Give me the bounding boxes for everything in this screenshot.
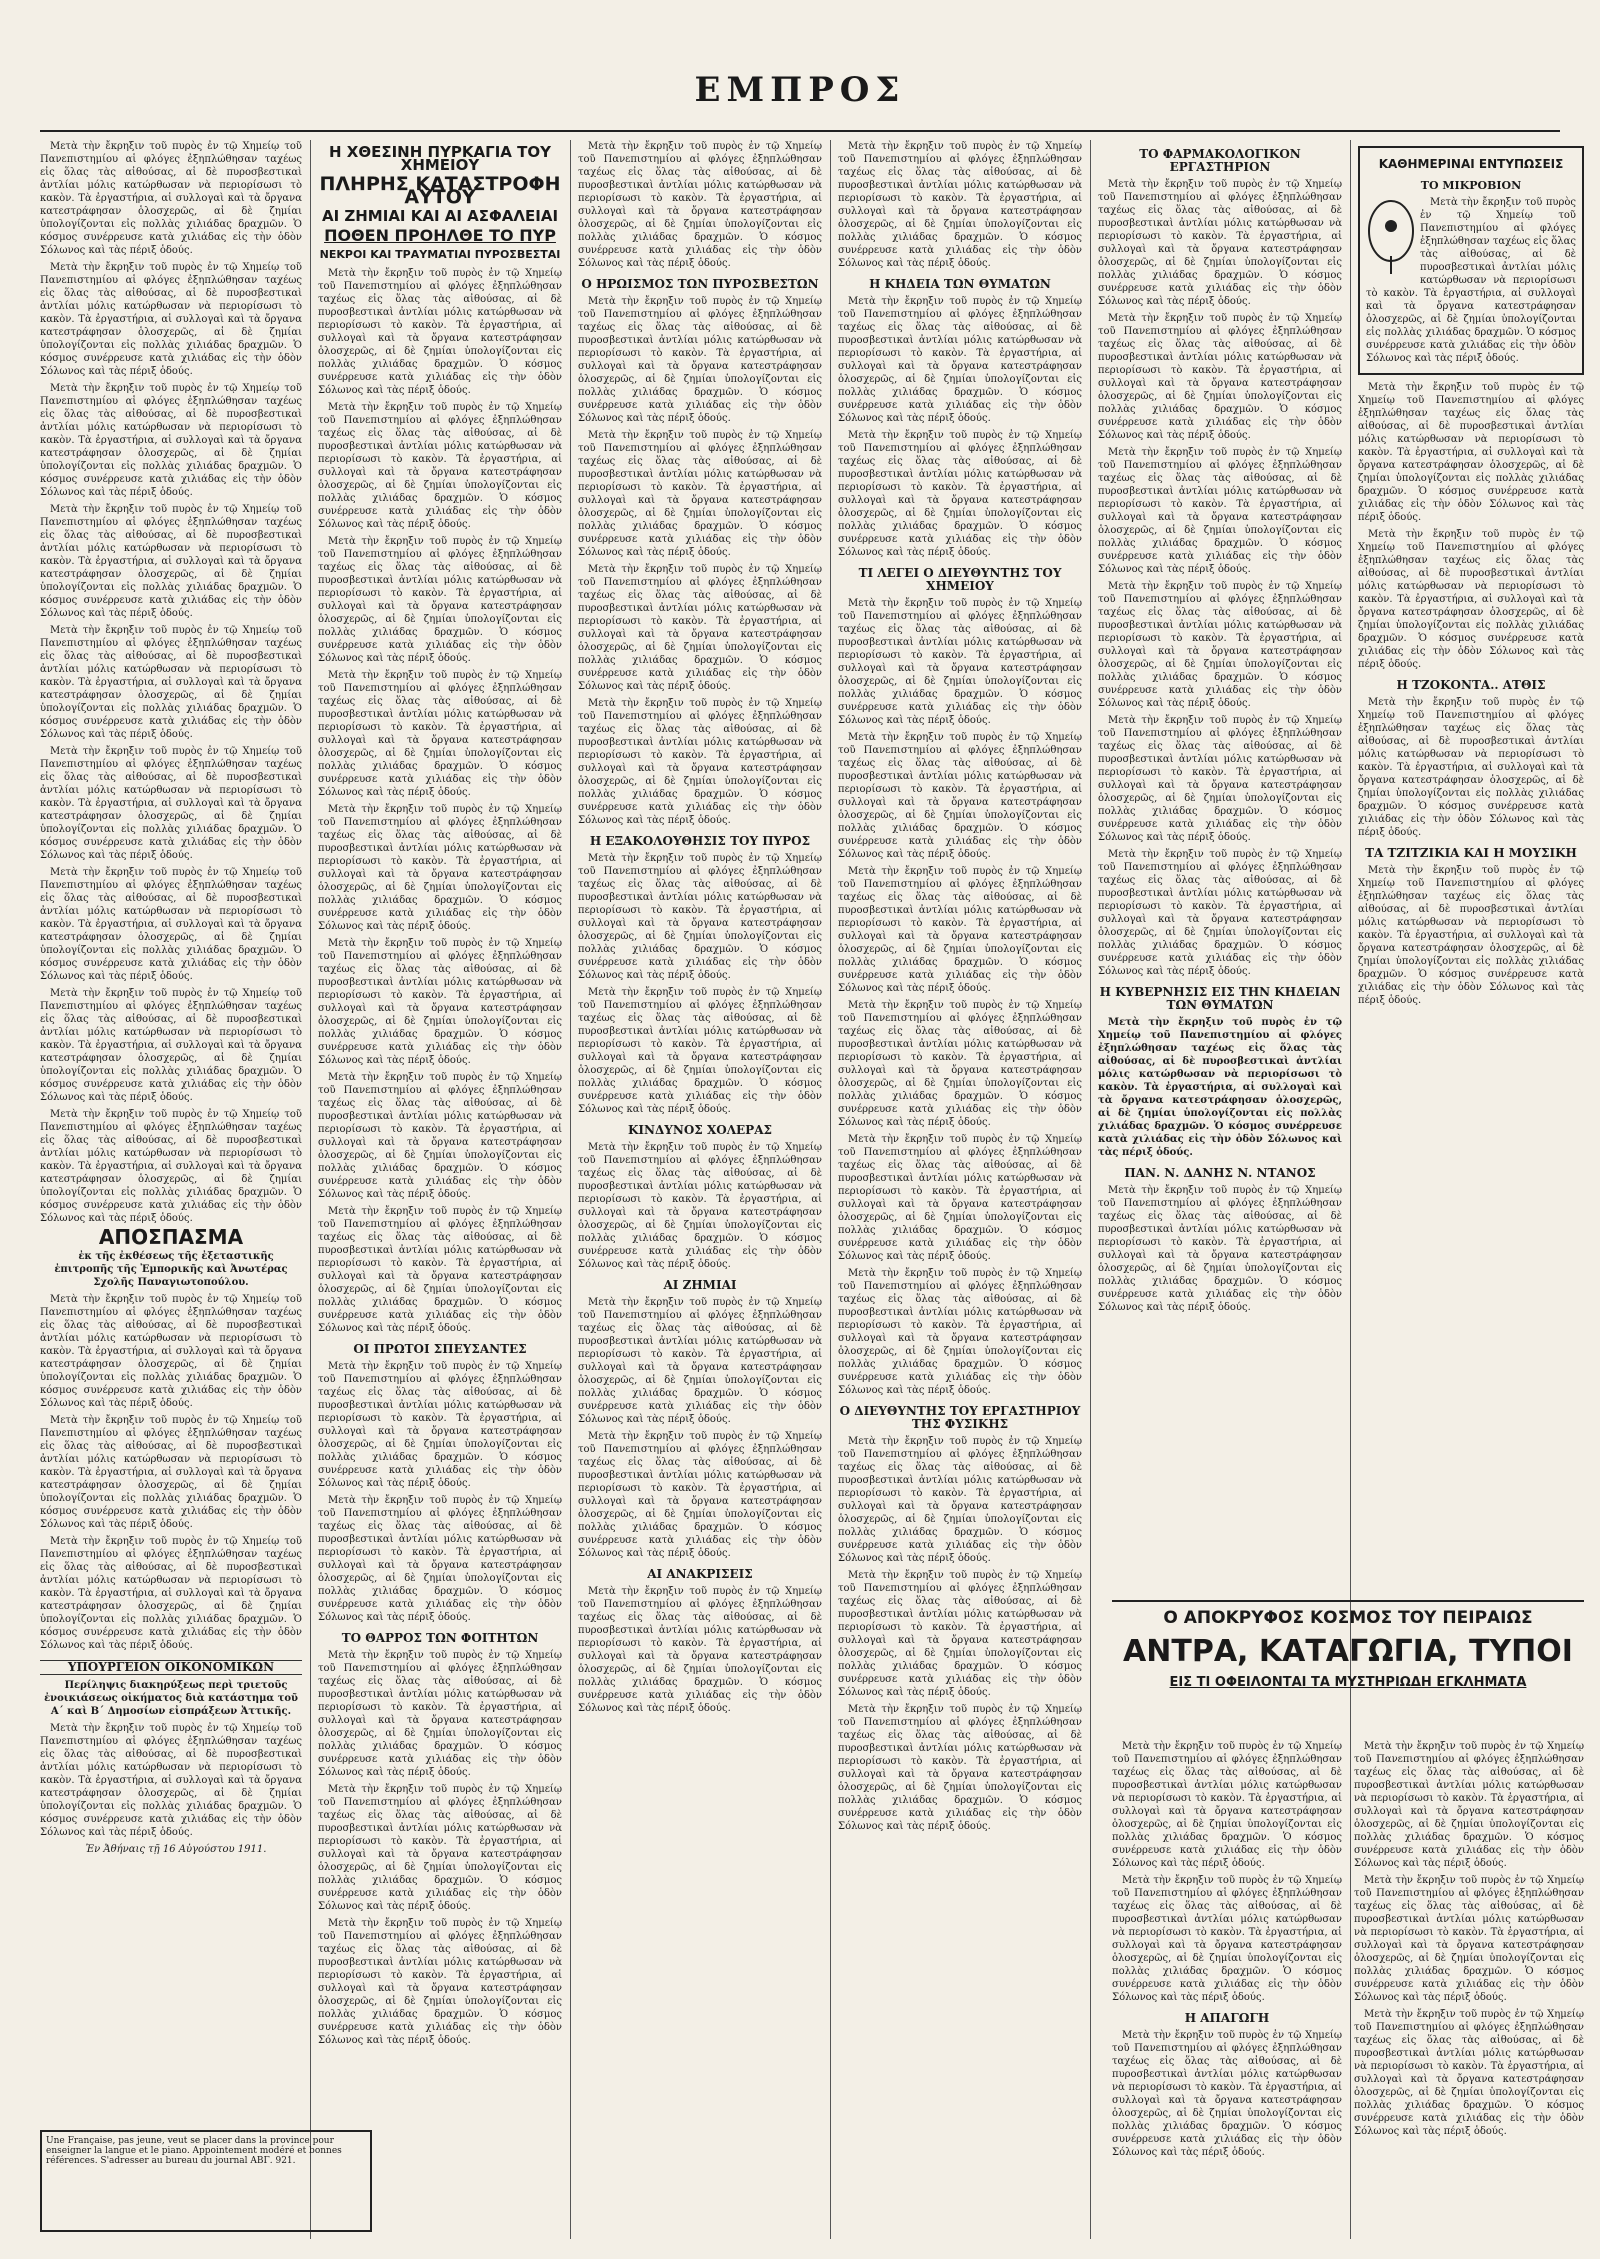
body-paragraph: Μετὰ τὴν ἔκρηξιν τοῦ πυρὸς ἐν τῷ Χημείῳ τοῦ Πανεπιστημίου αἱ φλόγες ἐξηπλώθησαν ταχέως εἰς ὅλας τὰς αἰθούσας, αἱ δὲ πυροσβεστικαὶ ἀντλίαι μόλις κατώρθωσαν νὰ περιορίσωσι τὸ κακὸν. Τὰ ἐργαστήρια, αἱ συλλογαὶ καὶ τὰ ὄργανα κατεστράφησαν ὁλοσχερῶς, αἱ δὲ ζημίαι ὑπολογίζονται εἰς πολλὰς χιλιάδας δραχμῶν. Ὁ κόσμος συνέρρευσε κατὰ χιλιάδας εἰς τὴν ὁδὸν Σόλωνος καὶ τὰς πέριξ ὁδούς. <box>1112 2030 1342 2158</box>
section-heading: Ο ΔΙΕΥΘΥΝΤΗΣ ΤΟΥ ΕΡΓΑΣΤΗΡΙΟΥ ΤΗΣ ΦΥΣΙΚΗΣ <box>839 1404 1081 1431</box>
body-paragraph: Μετὰ τὴν ἔκρηξιν τοῦ πυρὸς ἐν τῷ Χημείῳ τοῦ Πανεπιστημίου αἱ φλόγες ἐξηπλώθησαν ταχέως εἰς ὅλας τὰς αἰθούσας, αἱ δὲ πυροσβεστικαὶ ἀντλίαι μόλις κατώρθωσαν νὰ περιορίσωσι τὸ κακὸν. Τὰ ἐργαστήρια, αἱ συλλογαὶ καὶ τὰ ὄργανα κατεστράφησαν ὁλοσχερῶς, αἱ δὲ ζημίαι ὑπολογίζονται εἰς πολλὰς χιλιάδας δραχμῶν. Ὁ κόσμος συνέρρευσε κατὰ χιλιάδας εἰς τὴν ὁδὸν Σόλωνος καὶ τὰς πέριξ ὁδούς. <box>40 1536 302 1651</box>
body-paragraph: Μετὰ τὴν ἔκρηξιν τοῦ πυρὸς ἐν τῷ Χημείῳ τοῦ Πανεπιστημίου αἱ φλόγες ἐξηπλώθησαν ταχέως εἰς ὅλας τὰς αἰθούσας, αἱ δὲ πυροσβεστικαὶ ἀντλίαι μόλις κατώρθωσαν νὰ περιορίσωσι τὸ κακὸν. Τὰ ἐργαστήρια, αἱ συλλογαὶ καὶ τὰ ὄργανα κατεστράφησαν ὁλοσχερῶς, αἱ δὲ ζημίαι ὑπολογίζονται εἰς πολλὰς χιλιάδας δραχμῶν. Ὁ κόσμος συνέρρευσε κατὰ χιλιάδας εἰς τὴν ὁδὸν Σόλωνος καὶ τὰς πέριξ ὁδούς. <box>838 598 1082 726</box>
body-paragraph: Μετὰ τὴν ἔκρηξιν τοῦ πυρὸς ἐν τῷ Χημείῳ τοῦ Πανεπιστημίου αἱ φλόγες ἐξηπλώθησαν ταχέως εἰς ὅλας τὰς αἰθούσας, αἱ δὲ πυροσβεστικαὶ ἀντλίαι μόλις κατώρθωσαν νὰ περιορίσωσι τὸ κακὸν. Τὰ ἐργαστήρια, αἱ συλλογαὶ καὶ τὰ ὄργανα κατεστράφησαν ὁλοσχερῶς, αἱ δὲ ζημίαι ὑπολογίζονται εἰς πολλὰς χιλιάδας δραχμῶν. Ὁ κόσμος συνέρρευσε κατὰ χιλιάδας εἰς τὴν ὁδὸν Σόλωνος καὶ τὰς πέριξ ὁδούς. <box>40 867 302 982</box>
section-heading: Ο ΗΡΩΙΣΜΟΣ ΤΩΝ ΠΥΡΟΣΒΕΣΤΩΝ <box>581 277 819 291</box>
body-paragraph: Μετὰ τὴν ἔκρηξιν τοῦ πυρὸς ἐν τῷ Χημείῳ τοῦ Πανεπιστημίου αἱ φλόγες ἐξηπλώθησαν ταχέως εἰς ὅλας τὰς αἰθούσας, αἱ δὲ πυροσβεστικαὶ ἀντλίαι μόλις κατώρθωσαν νὰ περιορίσωσι τὸ κακὸν. Τὰ ἐργαστήρια, αἱ συλλογαὶ καὶ τὰ ὄργανα κατεστράφησαν ὁλοσχερῶς, αἱ δὲ ζημίαι ὑπολογίζονται εἰς πολλὰς χιλιάδας δραχμῶν. Ὁ κόσμος συνέρρευσε κατὰ χιλιάδας εἰς τὴν ὁδὸν Σόλωνος καὶ τὰς πέριξ ὁδούς. <box>838 1436 1082 1564</box>
masthead-rule <box>40 130 1560 132</box>
body-paragraph: Μετὰ τὴν ἔκρηξιν τοῦ πυρὸς ἐν τῷ Χημείῳ τοῦ Πανεπιστημίου αἱ φλόγες ἐξηπλώθησαν ταχέως εἰς ὅλας τὰς αἰθούσας, αἱ δὲ πυροσβεστικαὶ ἀντλίαι μόλις κατώρθωσαν νὰ περιορίσωσι τὸ κακὸν. Τὰ ἐργαστήρια, αἱ συλλογαὶ καὶ τὰ ὄργανα κατεστράφησαν ὁλοσχερῶς, αἱ δὲ ζημίαι ὑπολογίζονται εἰς πολλὰς χιλιάδας δραχμῶν. Ὁ κόσμος συνέρρευσε κατὰ χιλιάδας εἰς τὴν ὁδὸν Σόλωνος καὶ τὰς πέριξ ὁδούς. <box>40 262 302 377</box>
section-heading: ΠΑΝ. Ν. ΔΑΝΗΣ Ν. ΝΤΑΝΟΣ <box>1124 1166 1316 1180</box>
body-paragraph: Μετὰ τὴν ἔκρηξιν τοῦ πυρὸς ἐν τῷ Χημείῳ τοῦ Πανεπιστημίου αἱ φλόγες ἐξηπλώθησαν ταχέως εἰς ὅλας τὰς αἰθούσας, αἱ δὲ πυροσβεστικαὶ ἀντλίαι μόλις κατώρθωσαν νὰ περιορίσωσι τὸ κακὸν. Τὰ ἐργαστήρια, αἱ συλλογαὶ καὶ τὰ ὄργανα κατεστράφησαν ὁλοσχερῶς, αἱ δὲ ζημίαι ὑπολογίζονται εἰς πολλὰς χιλιάδας δραχμῶν. Ὁ κόσμος συνέρρευσε κατὰ χιλιάδας εἰς τὴν ὁδὸν Σόλωνος καὶ τὰς πέριξ ὁδούς. <box>838 296 1082 424</box>
body-paragraph: Μετὰ τὴν ἔκρηξιν τοῦ πυρὸς ἐν τῷ Χημείῳ τοῦ Πανεπιστημίου αἱ φλόγες ἐξηπλώθησαν ταχέως εἰς ὅλας τὰς αἰθούσας, αἱ δὲ πυροσβεστικαὶ ἀντλίαι μόλις κατώρθωσαν νὰ περιορίσωσι τὸ κακὸν. Τὰ ἐργαστήρια, αἱ συλλογαὶ καὶ τὰ ὄργανα κατεστράφησαν ὁλοσχερῶς, αἱ δὲ ζημίαι ὑπολογίζονται εἰς πολλὰς χιλιάδας δραχμῶν. Ὁ κόσμος συνέρρευσε κατὰ χιλιάδας εἰς τὴν ὁδὸν Σόλωνος καὶ τὰς πέριξ ὁδούς. <box>578 987 822 1115</box>
section-heading: ΤΙ ΛΕΓΕΙ Ο ΔΙΕΥΘΥΝΤΗΣ ΤΟΥ ΧΗΜΕΙΟΥ <box>858 566 1062 593</box>
banner-column-right <box>1354 1740 1584 2249</box>
banner-line-1: Ο ΑΠΟΚΡΥΦΟΣ ΚΟΣΜΟΣ ΤΟΥ ΠΕΙΡΑΙΩΣ <box>1112 1600 1584 1628</box>
body-paragraph: Μετὰ τὴν ἔκρηξιν τοῦ πυρὸς ἐν τῷ Χημείῳ τοῦ Πανεπιστημίου αἱ φλόγες ἐξηπλώθησαν ταχέως εἰς ὅλας τὰς αἰθούσας, αἱ δὲ πυροσβεστικαὶ ἀντλίαι μόλις κατώρθωσαν νὰ περιορίσωσι τὸ κακὸν. Τὰ ἐργαστήρια, αἱ συλλογαὶ καὶ τὰ ὄργανα κατεστράφησαν ὁλοσχερῶς, αἱ δὲ ζημίαι ὑπολογίζονται εἰς πολλὰς χιλιάδας δραχμῶν. Ὁ κόσμος συνέρρευσε κατὰ χιλιάδας εἰς τὴν ὁδὸν Σόλωνος καὶ τὰς πέριξ ὁδούς. <box>838 1268 1082 1396</box>
body-paragraph: Μετὰ τὴν ἔκρηξιν τοῦ πυρὸς ἐν τῷ Χημείῳ τοῦ Πανεπιστημίου αἱ φλόγες ἐξηπλώθησαν ταχέως εἰς ὅλας τὰς αἰθούσας, αἱ δὲ πυροσβεστικαὶ ἀντλίαι μόλις κατώρθωσαν νὰ περιορίσωσι τὸ κακὸν. Τὰ ἐργαστήρια, αἱ συλλογαὶ καὶ τὰ ὄργανα κατεστράφησαν ὁλοσχερῶς, αἱ δὲ ζημίαι ὑπολογίζονται εἰς πολλὰς χιλιάδας δραχμῶν. Ὁ κόσμος συνέρρευσε κατὰ χιλιάδας εἰς τὴν ὁδὸν Σόλωνος καὶ τὰς πέριξ ὁδούς. <box>578 1142 822 1270</box>
peacock-illustration-icon <box>1366 196 1416 276</box>
body-paragraph: Μετὰ τὴν ἔκρηξιν τοῦ πυρὸς ἐν τῷ Χημείῳ τοῦ Πανεπιστημίου αἱ φλόγες ἐξηπλώθησαν ταχέως εἰς ὅλας τὰς αἰθούσας, αἱ δὲ πυροσβεστικαὶ ἀντλίαι μόλις κατώρθωσαν νὰ περιορίσωσι τὸ κακὸν. Τὰ ἐργαστήρια, αἱ συλλογαὶ καὶ τὰ ὄργανα κατεστράφησαν ὁλοσχερῶς, αἱ δὲ ζημίαι ὑπολογίζονται εἰς πολλὰς χιλιάδας δραχμῶν. Ὁ κόσμος συνέρρευσε κατὰ χιλιάδας εἰς τὴν ὁδὸν Σόλωνος καὶ τὰς πέριξ ὁδούς. <box>318 1495 562 1623</box>
body-paragraph: Μετὰ τὴν ἔκρηξιν τοῦ πυρὸς ἐν τῷ Χημείῳ τοῦ Πανεπιστημίου αἱ φλόγες ἐξηπλώθησαν ταχέως εἰς ὅλας τὰς αἰθούσας, αἱ δὲ πυροσβεστικαὶ ἀντλίαι μόλις κατώρθωσαν νὰ περιορίσωσι τὸ κακὸν. Τὰ ἐργαστήρια, αἱ συλλογαὶ καὶ τὰ ὄργανα κατεστράφησαν ὁλοσχερῶς, αἱ δὲ ζημίαι ὑπολογίζονται εἰς πολλὰς χιλιάδας δραχμῶν. Ὁ κόσμος συνέρρευσε κατὰ χιλιάδας εἰς τὴν ὁδὸν Σόλωνος καὶ τὰς πέριξ ὁδούς. <box>578 1297 822 1425</box>
body-paragraph: Μετὰ τὴν ἔκρηξιν τοῦ πυρὸς ἐν τῷ Χημείῳ τοῦ Πανεπιστημίου αἱ φλόγες ἐξηπλώθησαν ταχέως εἰς ὅλας τὰς αἰθούσας, αἱ δὲ πυροσβεστικαὶ ἀντλίαι μόλις κατώρθωσαν νὰ περιορίσωσι τὸ κακὸν. Τὰ ἐργαστήρια, αἱ συλλογαὶ καὶ τὰ ὄργανα κατεστράφησαν ὁλοσχερῶς, αἱ δὲ ζημίαι ὑπολογίζονται εἰς πολλὰς χιλιάδας δραχμῶν. Ὁ κόσμος συνέρρευσε κατὰ χιλιάδας εἰς τὴν ὁδὸν Σόλωνος καὶ τὰς πέριξ ὁδούς. <box>578 296 822 424</box>
body-paragraph: Μετὰ τὴν ἔκρηξιν τοῦ πυρὸς ἐν τῷ Χημείῳ τοῦ Πανεπιστημίου αἱ φλόγες ἐξηπλώθησαν ταχέως εἰς ὅλας τὰς αἰθούσας, αἱ δὲ πυροσβεστικαὶ ἀντλίαι μόλις κατώρθωσαν νὰ περιορίσωσι τὸ κακὸν. Τὰ ἐργαστήρια, αἱ συλλογαὶ καὶ τὰ ὄργανα κατεστράφησαν ὁλοσχερῶς, αἱ δὲ ζημίαι ὑπολογίζονται εἰς πολλὰς χιλιάδας δραχμῶν. Ὁ κόσμος συνέρρευσε κατὰ χιλιάδας εἰς τὴν ὁδὸν Σόλωνος καὶ τὰς πέριξ ὁδούς. <box>40 1415 302 1530</box>
headline-destruction: ΠΛΗΡΗΣ ΚΑΤΑΣΤΡΟΦΗ ΑΥΤΟΥ <box>319 173 561 208</box>
body-paragraph: Μετὰ τὴν ἔκρηξιν τοῦ πυρὸς ἐν τῷ Χημείῳ τοῦ Πανεπιστημίου αἱ φλόγες ἐξηπλώθησαν ταχέως εἰς ὅλας τὰς αἰθούσας, αἱ δὲ πυροσβεστικαὶ ἀντλίαι μόλις κατώρθωσαν νὰ περιορίσωσι τὸ κακὸν. Τὰ ἐργαστήρια, αἱ συλλογαὶ καὶ τὰ ὄργανα κατεστράφησαν ὁλοσχερῶς, αἱ δὲ ζημίαι ὑπολογίζονται εἰς πολλὰς χιλιάδας δραχμῶν. Ὁ κόσμος συνέρρευσε κατὰ χιλιάδας εἰς τὴν ὁδὸν Σόλωνος καὶ τὰς πέριξ ὁδούς. <box>1112 1875 1342 2003</box>
body-paragraph: Μετὰ τὴν ἔκρηξιν τοῦ πυρὸς ἐν τῷ Χημείῳ τοῦ Πανεπιστημίου αἱ φλόγες ἐξηπλώθησαν ταχέως εἰς ὅλας τὰς αἰθούσας, αἱ δὲ πυροσβεστικαὶ ἀντλίαι μόλις κατώρθωσαν νὰ περιορίσωσι τὸ κακὸν. Τὰ ἐργαστήρια, αἱ συλλογαὶ καὶ τὰ ὄργανα κατεστράφησαν ὁλοσχερῶς, αἱ δὲ ζημίαι ὑπολογίζονται εἰς πολλὰς χιλιάδας δραχμῶν. Ὁ κόσμος συνέρρευσε κατὰ χιλιάδας εἰς τὴν ὁδὸν Σόλωνος καὶ τὰς πέριξ ὁδούς. <box>1358 529 1584 670</box>
body-paragraph: Μετὰ τὴν ἔκρηξιν τοῦ πυρὸς ἐν τῷ Χημείῳ τοῦ Πανεπιστημίου αἱ φλόγες ἐξηπλώθησαν ταχέως εἰς ὅλας τὰς αἰθούσας, αἱ δὲ πυροσβεστικαὶ ἀντλίαι μόλις κατώρθωσαν νὰ περιορίσωσι τὸ κακὸν. Τὰ ἐργαστήρια, αἱ συλλογαὶ καὶ τὰ ὄργανα κατεστράφησαν ὁλοσχερῶς, αἱ δὲ ζημίαι ὑπολογίζονται εἰς πολλὰς χιλιάδας δραχμῶν. Ὁ κόσμος συνέρρευσε κατὰ χιλιάδας εἰς τὴν ὁδὸν Σόλωνος καὶ τὰς πέριξ ὁδούς. <box>318 1784 562 1912</box>
body-paragraph: Μετὰ τὴν ἔκρηξιν τοῦ πυρὸς ἐν τῷ Χημείῳ τοῦ Πανεπιστημίου αἱ φλόγες ἐξηπλώθησαν ταχέως εἰς ὅλας τὰς αἰθούσας, αἱ δὲ πυροσβεστικαὶ ἀντλίαι μόλις κατώρθωσαν νὰ περιορίσωσι τὸ κακὸν. Τὰ ἐργαστήρια, αἱ συλλογαὶ καὶ τὰ ὄργανα κατεστράφησαν ὁλοσχερῶς, αἱ δὲ ζημίαι ὑπολογίζονται εἰς πολλὰς χιλιάδας δραχμῶν. Ὁ κόσμος συνέρρευσε κατὰ χιλιάδας εἰς τὴν ὁδὸν Σόλωνος καὶ τὰς πέριξ ὁδούς. <box>318 536 562 664</box>
body-paragraph: Μετὰ τὴν ἔκρηξιν τοῦ πυρὸς ἐν τῷ Χημείῳ τοῦ Πανεπιστημίου αἱ φλόγες ἐξηπλώθησαν ταχέως εἰς ὅλας τὰς αἰθούσας, αἱ δὲ πυροσβεστικαὶ ἀντλίαι μόλις κατώρθωσαν νὰ περιορίσωσι τὸ κακὸν. Τὰ ἐργαστήρια, αἱ συλλογαὶ καὶ τὰ ὄργανα κατεστράφησαν ὁλοσχερῶς, αἱ δὲ ζημίαι ὑπολογίζονται εἰς πολλὰς χιλιάδας δραχμῶν. Ὁ κόσμος συνέρρευσε κατὰ χιλιάδας εἰς τὴν ὁδὸν Σόλωνος καὶ τὰς πέριξ ὁδούς. <box>40 141 302 256</box>
body-paragraph: Μετὰ τὴν ἔκρηξιν τοῦ πυρὸς ἐν τῷ Χημείῳ τοῦ Πανεπιστημίου αἱ φλόγες ἐξηπλώθησαν ταχέως εἰς ὅλας τὰς αἰθούσας, αἱ δὲ πυροσβεστικαὶ ἀντλίαι μόλις κατώρθωσαν νὰ περιορίσωσι τὸ κακὸν. Τὰ ἐργαστήρια, αἱ συλλογαὶ καὶ τὰ ὄργανα κατεστράφησαν ὁλοσχερῶς, αἱ δὲ ζημίαι ὑπολογίζονται εἰς πολλὰς χιλιάδας δραχμῶν. Ὁ κόσμος συνέρρευσε κατὰ χιλιάδας εἰς τὴν ὁδὸν Σόλωνος καὶ τὰς πέριξ ὁδούς. <box>1098 313 1342 441</box>
impressions-box <box>1358 146 1584 375</box>
body-paragraph: Μετὰ τὴν ἔκρηξιν τοῦ πυρὸς ἐν τῷ Χημείῳ τοῦ Πανεπιστημίου αἱ φλόγες ἐξηπλώθησαν ταχέως εἰς ὅλας τὰς αἰθούσας, αἱ δὲ πυροσβεστικαὶ ἀντλίαι μόλις κατώρθωσαν νὰ περιορίσωσι τὸ κακὸν. Τὰ ἐργαστήρια, αἱ συλλογαὶ καὶ τὰ ὄργανα κατεστράφησαν ὁλοσχερῶς, αἱ δὲ ζημίαι ὑπολογίζονται εἰς πολλὰς χιλιάδας δραχμῶν. Ὁ κόσμος συνέρρευσε κατὰ χιλιάδας εἰς τὴν ὁδὸν Σόλωνος καὶ τὰς πέριξ ὁδούς. <box>40 383 302 498</box>
body-paragraph: Μετὰ τὴν ἔκρηξιν τοῦ πυρὸς ἐν τῷ Χημείῳ τοῦ Πανεπιστημίου αἱ φλόγες ἐξηπλώθησαν ταχέως εἰς ὅλας τὰς αἰθούσας, αἱ δὲ πυροσβεστικαὶ ἀντλίαι μόλις κατώρθωσαν νὰ περιορίσωσι τὸ κακὸν. Τὰ ἐργαστήρια, αἱ συλλογαὶ καὶ τὰ ὄργανα κατεστράφησαν ὁλοσχερῶς, αἱ δὲ ζημίαι ὑπολογίζονται εἰς πολλὰς χιλιάδας δραχμῶν. Ὁ κόσμος συνέρρευσε κατὰ χιλιάδας εἰς τὴν ὁδὸν Σόλωνος καὶ τὰς πέριξ ὁδούς. <box>318 1650 562 1778</box>
apospasma-title: ΑΠΟΣΠΑΣΜΑ <box>98 1225 244 1249</box>
body-paragraph: Μετὰ τὴν ἔκρηξιν τοῦ πυρὸς ἐν τῷ Χημείῳ τοῦ Πανεπιστημίου αἱ φλόγες ἐξηπλώθησαν ταχέως εἰς ὅλας τὰς αἰθούσας, αἱ δὲ πυροσβεστικαὶ ἀντλίαι μόλις κατώρθωσαν νὰ περιορίσωσι τὸ κακὸν. Τὰ ἐργαστήρια, αἱ συλλογαὶ καὶ τὰ ὄργανα κατεστράφησαν ὁλοσχερῶς, αἱ δὲ ζημίαι ὑπολογίζονται εἰς πολλὰς χιλιάδας δραχμῶν. Ὁ κόσμος συνέρρευσε κατὰ χιλιάδας εἰς τὴν ὁδὸν Σόλωνος καὶ τὰς πέριξ ὁδούς. <box>1098 179 1342 307</box>
section-heading: Η ΚΗΔΕΙΑ ΤΩΝ ΘΥΜΑΤΩΝ <box>869 277 1051 291</box>
body-paragraph: Μετὰ τὴν ἔκρηξιν τοῦ πυρὸς ἐν τῷ Χημείῳ τοῦ Πανεπιστημίου αἱ φλόγες ἐξηπλώθησαν ταχέως εἰς ὅλας τὰς αἰθούσας, αἱ δὲ πυροσβεστικαὶ ἀντλίαι μόλις κατώρθωσαν νὰ περιορίσωσι τὸ κακὸν. Τὰ ἐργαστήρια, αἱ συλλογαὶ καὶ τὰ ὄργανα κατεστράφησαν ὁλοσχερῶς, αἱ δὲ ζημίαι ὑπολογίζονται εἰς πολλὰς χιλιάδας δραχμῶν. Ὁ κόσμος συνέρρευσε κατὰ χιλιάδας εἰς τὴν ὁδὸν Σόλωνος καὶ τὰς πέριξ ὁδούς. <box>318 1072 562 1200</box>
body-paragraph: Μετὰ τὴν ἔκρηξιν τοῦ πυρὸς ἐν τῷ Χημείῳ τοῦ Πανεπιστημίου αἱ φλόγες ἐξηπλώθησαν ταχέως εἰς ὅλας τὰς αἰθούσας, αἱ δὲ πυροσβεστικαὶ ἀντλίαι μόλις κατώρθωσαν νὰ περιορίσωσι τὸ κακὸν. Τὰ ἐργαστήρια, αἱ συλλογαὶ καὶ τὰ ὄργανα κατεστράφησαν ὁλοσχερῶς, αἱ δὲ ζημίαι ὑπολογίζονται εἰς πολλὰς χιλιάδας δραχμῶν. Ὁ κόσμος συνέρρευσε κατὰ χιλιάδας εἰς τὴν ὁδὸν Σόλωνος καὶ τὰς πέριξ ὁδούς. <box>838 430 1082 558</box>
body-paragraph: Μετὰ τὴν ἔκρηξιν τοῦ πυρὸς ἐν τῷ Χημείῳ τοῦ Πανεπιστημίου αἱ φλόγες ἐξηπλώθησαν ταχέως εἰς ὅλας τὰς αἰθούσας, αἱ δὲ πυροσβεστικαὶ ἀντλίαι μόλις κατώρθωσαν νὰ περιορίσωσι τὸ κακὸν. Τὰ ἐργαστήρια, αἱ συλλογαὶ καὶ τὰ ὄργανα κατεστράφησαν ὁλοσχερῶς, αἱ δὲ ζημίαι ὑπολογίζονται εἰς πολλὰς χιλιάδας δραχμῶν. Ὁ κόσμος συνέρρευσε κατὰ χιλιάδας εἰς τὴν ὁδὸν Σόλωνος καὶ τὰς πέριξ ὁδούς. <box>1098 447 1342 575</box>
body-paragraph: Μετὰ τὴν ἔκρηξιν τοῦ πυρὸς ἐν τῷ Χημείῳ τοῦ Πανεπιστημίου αἱ φλόγες ἐξηπλώθησαν ταχέως εἰς ὅλας τὰς αἰθούσας, αἱ δὲ πυροσβεστικαὶ ἀντλίαι μόλις κατώρθωσαν νὰ περιορίσωσι τὸ κακὸν. Τὰ ἐργαστήρια, αἱ συλλογαὶ καὶ τὰ ὄργανα κατεστράφησαν ὁλοσχερῶς, αἱ δὲ ζημίαι ὑπολογίζονται εἰς πολλὰς χιλιάδας δραχμῶν. Ὁ κόσμος συνέρρευσε κατὰ χιλιάδας εἰς τὴν ὁδὸν Σόλωνος καὶ τὰς πέριξ ὁδούς. <box>838 1570 1082 1698</box>
section-heading: ΑΙ ΑΝΑΚΡΙΣΕΙΣ <box>647 1567 753 1581</box>
column-1 <box>40 140 302 2249</box>
body-paragraph: Μετὰ τὴν ἔκρηξιν τοῦ πυρὸς ἐν τῷ Χημείῳ τοῦ Πανεπιστημίου αἱ φλόγες ἐξηπλώθησαν ταχέως εἰς ὅλας τὰς αἰθούσας, αἱ δὲ πυροσβεστικαὶ ἀντλίαι μόλις κατώρθωσαν νὰ περιορίσωσι τὸ κακὸν. Τὰ ἐργαστήρια, αἱ συλλογαὶ καὶ τὰ ὄργανα κατεστράφησαν ὁλοσχερῶς, αἱ δὲ ζημίαι ὑπολογίζονται εἰς πολλὰς χιλιάδας δραχμῶν. Ὁ κόσμος συνέρρευσε κατὰ χιλιάδας εἰς τὴν ὁδὸν Σόλωνος καὶ τὰς πέριξ ὁδούς. <box>40 1294 302 1409</box>
section-heading: ΤΟ ΦΑΡΜΑΚΟΛΟΓΙΚΟΝ ΕΡΓΑΣΤΗΡΙΟΝ <box>1139 147 1301 174</box>
body-paragraph: Μετὰ τὴν ἔκρηξιν τοῦ πυρὸς ἐν τῷ Χημείῳ τοῦ Πανεπιστημίου αἱ φλόγες ἐξηπλώθησαν ταχέως εἰς ὅλας τὰς αἰθούσας, αἱ δὲ πυροσβεστικαὶ ἀντλίαι μόλις κατώρθωσαν νὰ περιορίσωσι τὸ κακὸν. Τὰ ἐργαστήρια, αἱ συλλογαὶ καὶ τὰ ὄργανα κατεστράφησαν ὁλοσχερῶς, αἱ δὲ ζημίαι ὑπολογίζονται εἰς πολλὰς χιλιάδας δραχμῶν. Ὁ κόσμος συνέρρευσε κατὰ χιλιάδας εἰς τὴν ὁδὸν Σόλωνος καὶ τὰς πέριξ ὁδούς. <box>1366 197 1576 364</box>
body-paragraph: Μετὰ τὴν ἔκρηξιν τοῦ πυρὸς ἐν τῷ Χημείῳ τοῦ Πανεπιστημίου αἱ φλόγες ἐξηπλώθησαν ταχέως εἰς ὅλας τὰς αἰθούσας, αἱ δὲ πυροσβεστικαὶ ἀντλίαι μόλις κατώρθωσαν νὰ περιορίσωσι τὸ κακὸν. Τὰ ἐργαστήρια, αἱ συλλογαὶ καὶ τὰ ὄργανα κατεστράφησαν ὁλοσχερῶς, αἱ δὲ ζημίαι ὑπολογίζονται εἰς πολλὰς χιλιάδας δραχμῶν. Ὁ κόσμος συνέρρευσε κατὰ χιλιάδας εἰς τὴν ὁδὸν Σόλωνος καὶ τὰς πέριξ ὁδούς. <box>578 430 822 558</box>
body-paragraph: Μετὰ τὴν ἔκρηξιν τοῦ πυρὸς ἐν τῷ Χημείῳ τοῦ Πανεπιστημίου αἱ φλόγες ἐξηπλώθησαν ταχέως εἰς ὅλας τὰς αἰθούσας, αἱ δὲ πυροσβεστικαὶ ἀντλίαι μόλις κατώρθωσαν νὰ περιορίσωσι τὸ κακὸν. Τὰ ἐργαστήρια, αἱ συλλογαὶ καὶ τὰ ὄργανα κατεστράφησαν ὁλοσχερῶς, αἱ δὲ ζημίαι ὑπολογίζονται εἰς πολλὰς χιλιάδας δραχμῶν. Ὁ κόσμος συνέρρευσε κατὰ χιλιάδας εἰς τὴν ὁδὸν Σόλωνος καὶ τὰς πέριξ ὁδούς. <box>1358 382 1584 523</box>
column-4 <box>838 140 1082 2249</box>
body-paragraph: Μετὰ τὴν ἔκρηξιν τοῦ πυρὸς ἐν τῷ Χημείῳ τοῦ Πανεπιστημίου αἱ φλόγες ἐξηπλώθησαν ταχέως εἰς ὅλας τὰς αἰθούσας, αἱ δὲ πυροσβεστικαὶ ἀντλίαι μόλις κατώρθωσαν νὰ περιορίσωσι τὸ κακὸν. Τὰ ἐργαστήρια, αἱ συλλογαὶ καὶ τὰ ὄργανα κατεστράφησαν ὁλοσχερῶς, αἱ δὲ ζημίαι ὑπολογίζονται εἰς πολλὰς χιλιάδας δραχμῶν. Ὁ κόσμος συνέρρευσε κατὰ χιλιάδας εἰς τὴν ὁδὸν Σόλωνος καὶ τὰς πέριξ ὁδούς. <box>318 938 562 1066</box>
column-divider <box>830 140 831 2239</box>
apospasma-subtitle: ἐκ τῆς ἐκθέσεως τῆς ἐξεταστικῆς ἐπιτροπῆς τῆς Ἐμπορικῆς καὶ Ἀνωτέρας Σχολῆς Παναγιωτοπούλου. <box>54 1251 288 1288</box>
body-paragraph: Μετὰ τὴν ἔκρηξιν τοῦ πυρὸς ἐν τῷ Χημείῳ τοῦ Πανεπιστημίου αἱ φλόγες ἐξηπλώθησαν ταχέως εἰς ὅλας τὰς αἰθούσας, αἱ δὲ πυροσβεστικαὶ ἀντλίαι μόλις κατώρθωσαν νὰ περιορίσωσι τὸ κακὸν. Τὰ ἐργαστήρια, αἱ συλλογαὶ καὶ τὰ ὄργανα κατεστράφησαν ὁλοσχερῶς, αἱ δὲ ζημίαι ὑπολογίζονται εἰς πολλὰς χιλιάδας δραχμῶν. Ὁ κόσμος συνέρρευσε κατὰ χιλιάδας εἰς τὴν ὁδὸν Σόλωνος καὶ τὰς πέριξ ὁδούς. <box>578 141 822 269</box>
masthead-title: ΕΜΠΡΟΣ <box>694 70 906 110</box>
section-heading: Η ΤΖΟΚΟΝΤΑ.. ΑΤΘΙΣ <box>1396 678 1546 692</box>
body-paragraph: Μετὰ τὴν ἔκρηξιν τοῦ πυρὸς ἐν τῷ Χημείῳ τοῦ Πανεπιστημίου αἱ φλόγες ἐξηπλώθησαν ταχέως εἰς ὅλας τὰς αἰθούσας, αἱ δὲ πυροσβεστικαὶ ἀντλίαι μόλις κατώρθωσαν νὰ περιορίσωσι τὸ κακὸν. Τὰ ἐργαστήρια, αἱ συλλογαὶ καὶ τὰ ὄργανα κατεστράφησαν ὁλοσχερῶς, αἱ δὲ ζημίαι ὑπολογίζονται εἰς πολλὰς χιλιάδας δραχμῶν. Ὁ κόσμος συνέρρευσε κατὰ χιλιάδας εἰς τὴν ὁδὸν Σόλωνος καὶ τὰς πέριξ ὁδούς. <box>40 1109 302 1224</box>
body-paragraph: Μετὰ τὴν ἔκρηξιν τοῦ πυρὸς ἐν τῷ Χημείῳ τοῦ Πανεπιστημίου αἱ φλόγες ἐξηπλώθησαν ταχέως εἰς ὅλας τὰς αἰθούσας, αἱ δὲ πυροσβεστικαὶ ἀντλίαι μόλις κατώρθωσαν νὰ περιορίσωσι τὸ κακὸν. Τὰ ἐργαστήρια, αἱ συλλογαὶ καὶ τὰ ὄργανα κατεστράφησαν ὁλοσχερῶς, αἱ δὲ ζημίαι ὑπολογίζονται εἰς πολλὰς χιλιάδας δραχμῶν. Ὁ κόσμος συνέρρευσε κατὰ χιλιάδας εἰς τὴν ὁδὸν Σόλωνος καὶ τὰς πέριξ ὁδούς. <box>318 268 562 396</box>
body-paragraph: Μετὰ τὴν ἔκρηξιν τοῦ πυρὸς ἐν τῷ Χημείῳ τοῦ Πανεπιστημίου αἱ φλόγες ἐξηπλώθησαν ταχέως εἰς ὅλας τὰς αἰθούσας, αἱ δὲ πυροσβεστικαὶ ἀντλίαι μόλις κατώρθωσαν νὰ περιορίσωσι τὸ κακὸν. Τὰ ἐργαστήρια, αἱ συλλογαὶ καὶ τὰ ὄργανα κατεστράφησαν ὁλοσχερῶς, αἱ δὲ ζημίαι ὑπολογίζονται εἰς πολλὰς χιλιάδας δραχμῶν. Ὁ κόσμος συνέρρευσε κατὰ χιλιάδας εἰς τὴν ὁδὸν Σόλωνος καὶ τὰς πέριξ ὁδούς. <box>838 732 1082 860</box>
headline-damages: ΑΙ ΖΗΜΙΑΙ ΚΑΙ ΑΙ ΑΣΦΑΛΕΙΑΙ <box>321 207 559 225</box>
section-heading: ΤΑ ΤΖΙΤΖΙΚΙΑ ΚΑΙ Η ΜΟΥΣΙΚΗ <box>1365 846 1577 860</box>
body-paragraph: Μετὰ τὴν ἔκρηξιν τοῦ πυρὸς ἐν τῷ Χημείῳ τοῦ Πανεπιστημίου αἱ φλόγες ἐξηπλώθησαν ταχέως εἰς ὅλας τὰς αἰθούσας, αἱ δὲ πυροσβεστικαὶ ἀντλίαι μόλις κατώρθωσαν νὰ περιορίσωσι τὸ κακὸν. Τὰ ἐργαστήρια, αἱ συλλογαὶ καὶ τὰ ὄργανα κατεστράφησαν ὁλοσχερῶς, αἱ δὲ ζημίαι ὑπολογίζονται εἰς πολλὰς χιλιάδας δραχμῶν. Ὁ κόσμος συνέρρευσε κατὰ χιλιάδας εἰς τὴν ὁδὸν Σόλωνος καὶ τὰς πέριξ ὁδούς. <box>838 866 1082 994</box>
body-paragraph: Μετὰ τὴν ἔκρηξιν τοῦ πυρὸς ἐν τῷ Χημείῳ τοῦ Πανεπιστημίου αἱ φλόγες ἐξηπλώθησαν ταχέως εἰς ὅλας τὰς αἰθούσας, αἱ δὲ πυροσβεστικαὶ ἀντλίαι μόλις κατώρθωσαν νὰ περιορίσωσι τὸ κακὸν. Τὰ ἐργαστήρια, αἱ συλλογαὶ καὶ τὰ ὄργανα κατεστράφησαν ὁλοσχερῶς, αἱ δὲ ζημίαι ὑπολογίζονται εἰς πολλὰς χιλιάδας δραχμῶν. Ὁ κόσμος συνέρρευσε κατὰ χιλιάδας εἰς τὴν ὁδὸν Σόλωνος καὶ τὰς πέριξ ὁδούς. <box>40 504 302 619</box>
section-heading: Η ΑΠΑΓΩΓΗ <box>1184 2011 1270 2025</box>
body-paragraph: Μετὰ τὴν ἔκρηξιν τοῦ πυρὸς ἐν τῷ Χημείῳ τοῦ Πανεπιστημίου αἱ φλόγες ἐξηπλώθησαν ταχέως εἰς ὅλας τὰς αἰθούσας, αἱ δὲ πυροσβεστικαὶ ἀντλίαι μόλις κατώρθωσαν νὰ περιορίσωσι τὸ κακὸν. Τὰ ἐργαστήρια, αἱ συλλογαὶ καὶ τὰ ὄργανα κατεστράφησαν ὁλοσχερῶς, αἱ δὲ ζημίαι ὑπολογίζονται εἰς πολλὰς χιλιάδας δραχμῶν. Ὁ κόσμος συνέρρευσε κατὰ χιλιάδας εἰς τὴν ὁδὸν Σόλωνος καὶ τὰς πέριξ ὁδούς. <box>318 1206 562 1334</box>
body-paragraph: Μετὰ τὴν ἔκρηξιν τοῦ πυρὸς ἐν τῷ Χημείῳ τοῦ Πανεπιστημίου αἱ φλόγες ἐξηπλώθησαν ταχέως εἰς ὅλας τὰς αἰθούσας, αἱ δὲ πυροσβεστικαὶ ἀντλίαι μόλις κατώρθωσαν νὰ περιορίσωσι τὸ κακὸν. Τὰ ἐργαστήρια, αἱ συλλογαὶ καὶ τὰ ὄργανα κατεστράφησαν ὁλοσχερῶς, αἱ δὲ ζημίαι ὑπολογίζονται εἰς πολλὰς χιλιάδας δραχμῶν. Ὁ κόσμος συνέρρευσε κατὰ χιλιάδας εἰς τὴν ὁδὸν Σόλωνος καὶ τὰς πέριξ ὁδούς. <box>578 853 822 981</box>
french-notice: Une Française, pas jeune, veut se placer dans la province pour enseigner la langue et le piano. Appointement modéré et bonnes références. S'adresser au bureau du journal ΑΒΓ. 921. <box>46 2136 342 2166</box>
body-paragraph: Μετὰ τὴν ἔκρηξιν τοῦ πυρὸς ἐν τῷ Χημείῳ τοῦ Πανεπιστημίου αἱ φλόγες ἐξηπλώθησαν ταχέως εἰς ὅλας τὰς αἰθούσας, αἱ δὲ πυροσβεστικαὶ ἀντλίαι μόλις κατώρθωσαν νὰ περιορίσωσι τὸ κακὸν. Τὰ ἐργαστήρια, αἱ συλλογαὶ καὶ τὰ ὄργανα κατεστράφησαν ὁλοσχερῶς, αἱ δὲ ζημίαι ὑπολογίζονται εἰς πολλὰς χιλιάδας δραχμῶν. Ὁ κόσμος συνέρρευσε κατὰ χιλιάδας εἰς τὴν ὁδὸν Σόλωνος καὶ τὰς πέριξ ὁδούς. <box>318 1918 562 2046</box>
section-heading: ΟΙ ΠΡΩΤΟΙ ΣΠΕΥΣΑΝΤΕΣ <box>353 1342 527 1356</box>
body-paragraph: Μετὰ τὴν ἔκρηξιν τοῦ πυρὸς ἐν τῷ Χημείῳ τοῦ Πανεπιστημίου αἱ φλόγες ἐξηπλώθησαν ταχέως εἰς ὅλας τὰς αἰθούσας, αἱ δὲ πυροσβεστικαὶ ἀντλίαι μόλις κατώρθωσαν νὰ περιορίσωσι τὸ κακὸν. Τὰ ἐργαστήρια, αἱ συλλογαὶ καὶ τὰ ὄργανα κατεστράφησαν ὁλοσχερῶς, αἱ δὲ ζημίαι ὑπολογίζονται εἰς πολλὰς χιλιάδας δραχμῶν. Ὁ κόσμος συνέρρευσε κατὰ χιλιάδας εἰς τὴν ὁδὸν Σόλωνος καὶ τὰς πέριξ ὁδούς. <box>1098 715 1342 843</box>
banner-line-3: ΕΙΣ ΤΙ ΟΦΕΙΛΟΝΤΑΙ ΤΑ ΜΥΣΤΗΡΙΩΔΗ ΕΓΚΛΗΜΑΤΑ <box>1169 1675 1527 1690</box>
body-paragraph: Μετὰ τὴν ἔκρηξιν τοῦ πυρὸς ἐν τῷ Χημείῳ τοῦ Πανεπιστημίου αἱ φλόγες ἐξηπλώθησαν ταχέως εἰς ὅλας τὰς αἰθούσας, αἱ δὲ πυροσβεστικαὶ ἀντλίαι μόλις κατώρθωσαν νὰ περιορίσωσι τὸ κακὸν. Τὰ ἐργαστήρια, αἱ συλλογαὶ καὶ τὰ ὄργανα κατεστράφησαν ὁλοσχερῶς, αἱ δὲ ζημίαι ὑπολογίζονται εἰς πολλὰς χιλιάδας δραχμῶν. Ὁ κόσμος συνέρρευσε κατὰ χιλιάδας εἰς τὴν ὁδὸν Σόλωνος καὶ τὰς πέριξ ὁδούς. <box>838 141 1082 269</box>
body-paragraph: Μετὰ τὴν ἔκρηξιν τοῦ πυρὸς ἐν τῷ Χημείῳ τοῦ Πανεπιστημίου αἱ φλόγες ἐξηπλώθησαν ταχέως εἰς ὅλας τὰς αἰθούσας, αἱ δὲ πυροσβεστικαὶ ἀντλίαι μόλις κατώρθωσαν νὰ περιορίσωσι τὸ κακὸν. Τὰ ἐργαστήρια, αἱ συλλογαὶ καὶ τὰ ὄργανα κατεστράφησαν ὁλοσχερῶς, αἱ δὲ ζημίαι ὑπολογίζονται εἰς πολλὰς χιλιάδας δραχμῶν. Ὁ κόσμος συνέρρευσε κατὰ χιλιάδας εἰς τὴν ὁδὸν Σόλωνος καὶ τὰς πέριξ ὁδούς. <box>838 1134 1082 1262</box>
body-paragraph: Μετὰ τὴν ἔκρηξιν τοῦ πυρὸς ἐν τῷ Χημείῳ τοῦ Πανεπιστημίου αἱ φλόγες ἐξηπλώθησαν ταχέως εἰς ὅλας τὰς αἰθούσας, αἱ δὲ πυροσβεστικαὶ ἀντλίαι μόλις κατώρθωσαν νὰ περιορίσωσι τὸ κακὸν. Τὰ ἐργαστήρια, αἱ συλλογαὶ καὶ τὰ ὄργανα κατεστράφησαν ὁλοσχερῶς, αἱ δὲ ζημίαι ὑπολογίζονται εἰς πολλὰς χιλιάδας δραχμῶν. Ὁ κόσμος συνέρρευσε κατὰ χιλιάδας εἰς τὴν ὁδὸν Σόλωνος καὶ τὰς πέριξ ὁδούς. <box>1112 1741 1342 1869</box>
section-heading: ΑΙ ΖΗΜΙΑΙ <box>663 1278 737 1292</box>
ypourgeio-title: ΥΠΟΥΡΓΕΙΟΝ ΟΙΚΟΝΟΜΙΚΩΝ <box>40 1660 302 1675</box>
piraeus-banner <box>1112 1600 1584 1690</box>
french-notice-box <box>40 2130 372 2232</box>
body-paragraph: Μετὰ τὴν ἔκρηξιν τοῦ πυρὸς ἐν τῷ Χημείῳ τοῦ Πανεπιστημίου αἱ φλόγες ἐξηπλώθησαν ταχέως εἰς ὅλας τὰς αἰθούσας, αἱ δὲ πυροσβεστικαὶ ἀντλίαι μόλις κατώρθωσαν νὰ περιορίσωσι τὸ κακὸν. Τὰ ἐργαστήρια, αἱ συλλογαὶ καὶ τὰ ὄργανα κατεστράφησαν ὁλοσχερῶς, αἱ δὲ ζημίαι ὑπολογίζονται εἰς πολλὰς χιλιάδας δραχμῶν. Ὁ κόσμος συνέρρευσε κατὰ χιλιάδας εἰς τὴν ὁδὸν Σόλωνος καὶ τὰς πέριξ ὁδούς. <box>1358 697 1584 838</box>
body-paragraph: Μετὰ τὴν ἔκρηξιν τοῦ πυρὸς ἐν τῷ Χημείῳ τοῦ Πανεπιστημίου αἱ φλόγες ἐξηπλώθησαν ταχέως εἰς ὅλας τὰς αἰθούσας, αἱ δὲ πυροσβεστικαὶ ἀντλίαι μόλις κατώρθωσαν νὰ περιορίσωσι τὸ κακὸν. Τὰ ἐργαστήρια, αἱ συλλογαὶ καὶ τὰ ὄργανα κατεστράφησαν ὁλοσχερῶς, αἱ δὲ ζημίαι ὑπολογίζονται εἰς πολλὰς χιλιάδας δραχμῶν. Ὁ κόσμος συνέρρευσε κατὰ χιλιάδας εἰς τὴν ὁδὸν Σόλωνος καὶ τὰς πέριξ ὁδούς. <box>1098 1185 1342 1313</box>
body-paragraph: Μετὰ τὴν ἔκρηξιν τοῦ πυρὸς ἐν τῷ Χημείῳ τοῦ Πανεπιστημίου αἱ φλόγες ἐξηπλώθησαν ταχέως εἰς ὅλας τὰς αἰθούσας, αἱ δὲ πυροσβεστικαὶ ἀντλίαι μόλις κατώρθωσαν νὰ περιορίσωσι τὸ κακὸν. Τὰ ἐργαστήρια, αἱ συλλογαὶ καὶ τὰ ὄργανα κατεστράφησαν ὁλοσχερῶς, αἱ δὲ ζημίαι ὑπολογίζονται εἰς πολλὰς χιλιάδας δραχμῶν. Ὁ κόσμος συνέρρευσε κατὰ χιλιάδας εἰς τὴν ὁδὸν Σόλωνος καὶ τὰς πέριξ ὁδούς. <box>1354 2009 1584 2137</box>
column-6 <box>1358 140 1584 1579</box>
banner-line-2: ΑΝΤΡΑ, ΚΑΤΑΓΩΓΙΑ, ΤΥΠΟΙ <box>1123 1634 1573 1669</box>
body-paragraph: Μετὰ τὴν ἔκρηξιν τοῦ πυρὸς ἐν τῷ Χημείῳ τοῦ Πανεπιστημίου αἱ φλόγες ἐξηπλώθησαν ταχέως εἰς ὅλας τὰς αἰθούσας, αἱ δὲ πυροσβεστικαὶ ἀντλίαι μόλις κατώρθωσαν νὰ περιορίσωσι τὸ κακὸν. Τὰ ἐργαστήρια, αἱ συλλογαὶ καὶ τὰ ὄργανα κατεστράφησαν ὁλοσχερῶς, αἱ δὲ ζημίαι ὑπολογίζονται εἰς πολλὰς χιλιάδας δραχμῶν. Ὁ κόσμος συνέρρευσε κατὰ χιλιάδας εἰς τὴν ὁδὸν Σόλωνος καὶ τὰς πέριξ ὁδούς. <box>40 746 302 861</box>
section-heading: ΚΙΝΔΥΝΟΣ ΧΟΛΕΡΑΣ <box>627 1123 772 1137</box>
headline-origin: ΠΟΘΕΝ ΠΡΟΗΛΘΕ ΤΟ ΠΥΡ <box>324 226 556 245</box>
body-paragraph: Μετὰ τὴν ἔκρηξιν τοῦ πυρὸς ἐν τῷ Χημείῳ τοῦ Πανεπιστημίου αἱ φλόγες ἐξηπλώθησαν ταχέως εἰς ὅλας τὰς αἰθούσας, αἱ δὲ πυροσβεστικαὶ ἀντλίαι μόλις κατώρθωσαν νὰ περιορίσωσι τὸ κακὸν. Τὰ ἐργαστήρια, αἱ συλλογαὶ καὶ τὰ ὄργανα κατεστράφησαν ὁλοσχερῶς, αἱ δὲ ζημίαι ὑπολογίζονται εἰς πολλὰς χιλιάδας δραχμῶν. Ὁ κόσμος συνέρρευσε κατὰ χιλιάδας εἰς τὴν ὁδὸν Σόλωνος καὶ τὰς πέριξ ὁδούς. <box>838 1000 1082 1128</box>
section-heading: Η ΕΞΑΚΟΛΟΥΘΗΣΙΣ ΤΟΥ ΠΥΡΟΣ <box>589 834 811 848</box>
body-paragraph: Μετὰ τὴν ἔκρηξιν τοῦ πυρὸς ἐν τῷ Χημείῳ τοῦ Πανεπιστημίου αἱ φλόγες ἐξηπλώθησαν ταχέως εἰς ὅλας τὰς αἰθούσας, αἱ δὲ πυροσβεστικαὶ ἀντλίαι μόλις κατώρθωσαν νὰ περιορίσωσι τὸ κακὸν. Τὰ ἐργαστήρια, αἱ συλλογαὶ καὶ τὰ ὄργανα κατεστράφησαν ὁλοσχερῶς, αἱ δὲ ζημίαι ὑπολογίζονται εἰς πολλὰς χιλιάδας δραχμῶν. Ὁ κόσμος συνέρρευσε κατὰ χιλιάδας εἰς τὴν ὁδὸν Σόλωνος καὶ τὰς πέριξ ὁδούς. <box>318 1361 562 1489</box>
body-paragraph: Μετὰ τὴν ἔκρηξιν τοῦ πυρὸς ἐν τῷ Χημείῳ τοῦ Πανεπιστημίου αἱ φλόγες ἐξηπλώθησαν ταχέως εἰς ὅλας τὰς αἰθούσας, αἱ δὲ πυροσβεστικαὶ ἀντλίαι μόλις κατώρθωσαν νὰ περιορίσωσι τὸ κακὸν. Τὰ ἐργαστήρια, αἱ συλλογαὶ καὶ τὰ ὄργανα κατεστράφησαν ὁλοσχερῶς, αἱ δὲ ζημίαι ὑπολογίζονται εἰς πολλὰς χιλιάδας δραχμῶν. Ὁ κόσμος συνέρρευσε κατὰ χιλιάδας εἰς τὴν ὁδὸν Σόλωνος καὶ τὰς πέριξ ὁδούς. <box>40 988 302 1103</box>
ypourgeio-subtitle: Περίληψις διακηρύξεως περὶ τριετοῦς ἐνοικιάσεως οἰκήματος διὰ κατάστημα τοῦ Α΄ καὶ Β΄ Δημοσίων εἰσπράξεων Ἀττικῆς. <box>44 1680 298 1717</box>
body-paragraph: Μετὰ τὴν ἔκρηξιν τοῦ πυρὸς ἐν τῷ Χημείῳ τοῦ Πανεπιστημίου αἱ φλόγες ἐξηπλώθησαν ταχέως εἰς ὅλας τὰς αἰθούσας, αἱ δὲ πυροσβεστικαὶ ἀντλίαι μόλις κατώρθωσαν νὰ περιορίσωσι τὸ κακὸν. Τὰ ἐργαστήρια, αἱ συλλογαὶ καὶ τὰ ὄργανα κατεστράφησαν ὁλοσχερῶς, αἱ δὲ ζημίαι ὑπολογίζονται εἰς πολλὰς χιλιάδας δραχμῶν. Ὁ κόσμος συνέρρευσε κατὰ χιλιάδας εἰς τὴν ὁδὸν Σόλωνος καὶ τὰς πέριξ ὁδούς. <box>578 1586 822 1714</box>
body-paragraph: Μετὰ τὴν ἔκρηξιν τοῦ πυρὸς ἐν τῷ Χημείῳ τοῦ Πανεπιστημίου αἱ φλόγες ἐξηπλώθησαν ταχέως εἰς ὅλας τὰς αἰθούσας, αἱ δὲ πυροσβεστικαὶ ἀντλίαι μόλις κατώρθωσαν νὰ περιορίσωσι τὸ κακὸν. Τὰ ἐργαστήρια, αἱ συλλογαὶ καὶ τὰ ὄργανα κατεστράφησαν ὁλοσχερῶς, αἱ δὲ ζημίαι ὑπολογίζονται εἰς πολλὰς χιλιάδας δραχμῶν. Ὁ κόσμος συνέρρευσε κατὰ χιλιάδας εἰς τὴν ὁδὸν Σόλωνος καὶ τὰς πέριξ ὁδούς. <box>578 698 822 826</box>
column-3 <box>578 140 822 2249</box>
impressions-subtitle: ΤΟ ΜΙΚΡΟΒΙΟΝ <box>1420 179 1522 192</box>
body-paragraph: Μετὰ τὴν ἔκρηξιν τοῦ πυρὸς ἐν τῷ Χημείῳ τοῦ Πανεπιστημίου αἱ φλόγες ἐξηπλώθησαν ταχέως εἰς ὅλας τὰς αἰθούσας, αἱ δὲ πυροσβεστικαὶ ἀντλίαι μόλις κατώρθωσαν νὰ περιορίσωσι τὸ κακὸν. Τὰ ἐργαστήρια, αἱ συλλογαὶ καὶ τὰ ὄργανα κατεστράφησαν ὁλοσχερῶς, αἱ δὲ ζημίαι ὑπολογίζονται εἰς πολλὰς χιλιάδας δραχμῶν. Ὁ κόσμος συνέρρευσε κατὰ χιλιάδας εἰς τὴν ὁδὸν Σόλωνος καὶ τὰς πέριξ ὁδούς. <box>1098 1017 1342 1158</box>
headline-fire: Η ΧΘΕΣΙΝΗ ΠΥΡΚΑΓΙΑ ΤΟΥ ΧΗΜΕΙΟΥ <box>329 143 551 174</box>
headline-victims: ΝΕΚΡΟΙ ΚΑΙ ΤΡΑΥΜΑΤΙΑΙ ΠΥΡΟΣΒΕΣΤΑΙ <box>319 248 561 261</box>
column-divider <box>1350 140 1351 2239</box>
body-paragraph: Μετὰ τὴν ἔκρηξιν τοῦ πυρὸς ἐν τῷ Χημείῳ τοῦ Πανεπιστημίου αἱ φλόγες ἐξηπλώθησαν ταχέως εἰς ὅλας τὰς αἰθούσας, αἱ δὲ πυροσβεστικαὶ ἀντλίαι μόλις κατώρθωσαν νὰ περιορίσωσι τὸ κακὸν. Τὰ ἐργαστήρια, αἱ συλλογαὶ καὶ τὰ ὄργανα κατεστράφησαν ὁλοσχερῶς, αἱ δὲ ζημίαι ὑπολογίζονται εἰς πολλὰς χιλιάδας δραχμῶν. Ὁ κόσμος συνέρρευσε κατὰ χιλιάδας εἰς τὴν ὁδὸν Σόλωνος καὶ τὰς πέριξ ὁδούς. <box>1098 581 1342 709</box>
section-heading: Η ΚΥΒΕΡΝΗΣΙΣ ΕΙΣ ΤΗΝ ΚΗΔΕΙΑΝ ΤΩΝ ΘΥΜΑΤΩΝ <box>1099 985 1341 1012</box>
body-paragraph: Μετὰ τὴν ἔκρηξιν τοῦ πυρὸς ἐν τῷ Χημείῳ τοῦ Πανεπιστημίου αἱ φλόγες ἐξηπλώθησαν ταχέως εἰς ὅλας τὰς αἰθούσας, αἱ δὲ πυροσβεστικαὶ ἀντλίαι μόλις κατώρθωσαν νὰ περιορίσωσι τὸ κακὸν. Τὰ ἐργαστήρια, αἱ συλλογαὶ καὶ τὰ ὄργανα κατεστράφησαν ὁλοσχερῶς, αἱ δὲ ζημίαι ὑπολογίζονται εἰς πολλὰς χιλιάδας δραχμῶν. Ὁ κόσμος συνέρρευσε κατὰ χιλιάδας εἰς τὴν ὁδὸν Σόλωνος καὶ τὰς πέριξ ὁδούς. <box>318 804 562 932</box>
body-paragraph: Μετὰ τὴν ἔκρηξιν τοῦ πυρὸς ἐν τῷ Χημείῳ τοῦ Πανεπιστημίου αἱ φλόγες ἐξηπλώθησαν ταχέως εἰς ὅλας τὰς αἰθούσας, αἱ δὲ πυροσβεστικαὶ ἀντλίαι μόλις κατώρθωσαν νὰ περιορίσωσι τὸ κακὸν. Τὰ ἐργαστήρια, αἱ συλλογαὶ καὶ τὰ ὄργανα κατεστράφησαν ὁλοσχερῶς, αἱ δὲ ζημίαι ὑπολογίζονται εἰς πολλὰς χιλιάδας δραχμῶν. Ὁ κόσμος συνέρρευσε κατὰ χιλιάδας εἰς τὴν ὁδὸν Σόλωνος καὶ τὰς πέριξ ὁδούς. <box>1354 1875 1584 2003</box>
column-2 <box>318 140 562 2249</box>
body-paragraph: Μετὰ τὴν ἔκρηξιν τοῦ πυρὸς ἐν τῷ Χημείῳ τοῦ Πανεπιστημίου αἱ φλόγες ἐξηπλώθησαν ταχέως εἰς ὅλας τὰς αἰθούσας, αἱ δὲ πυροσβεστικαὶ ἀντλίαι μόλις κατώρθωσαν νὰ περιορίσωσι τὸ κακὸν. Τὰ ἐργαστήρια, αἱ συλλογαὶ καὶ τὰ ὄργανα κατεστράφησαν ὁλοσχερῶς, αἱ δὲ ζημίαι ὑπολογίζονται εἰς πολλὰς χιλιάδας δραχμῶν. Ὁ κόσμος συνέρρευσε κατὰ χιλιάδας εἰς τὴν ὁδὸν Σόλωνος καὶ τὰς πέριξ ὁδούς. <box>578 1431 822 1559</box>
body-paragraph: Μετὰ τὴν ἔκρηξιν τοῦ πυρὸς ἐν τῷ Χημείῳ τοῦ Πανεπιστημίου αἱ φλόγες ἐξηπλώθησαν ταχέως εἰς ὅλας τὰς αἰθούσας, αἱ δὲ πυροσβεστικαὶ ἀντλίαι μόλις κατώρθωσαν νὰ περιορίσωσι τὸ κακὸν. Τὰ ἐργαστήρια, αἱ συλλογαὶ καὶ τὰ ὄργανα κατεστράφησαν ὁλοσχερῶς, αἱ δὲ ζημίαι ὑπολογίζονται εἰς πολλὰς χιλιάδας δραχμῶν. Ὁ κόσμος συνέρρευσε κατὰ χιλιάδας εἰς τὴν ὁδὸν Σόλωνος καὶ τὰς πέριξ ὁδούς. <box>318 670 562 798</box>
body-paragraph: Μετὰ τὴν ἔκρηξιν τοῦ πυρὸς ἐν τῷ Χημείῳ τοῦ Πανεπιστημίου αἱ φλόγες ἐξηπλώθησαν ταχέως εἰς ὅλας τὰς αἰθούσας, αἱ δὲ πυροσβεστικαὶ ἀντλίαι μόλις κατώρθωσαν νὰ περιορίσωσι τὸ κακὸν. Τὰ ἐργαστήρια, αἱ συλλογαὶ καὶ τὰ ὄργανα κατεστράφησαν ὁλοσχερῶς, αἱ δὲ ζημίαι ὑπολογίζονται εἰς πολλὰς χιλιάδας δραχμῶν. Ὁ κόσμος συνέρρευσε κατὰ χιλιάδας εἰς τὴν ὁδὸν Σόλωνος καὶ τὰς πέριξ ὁδούς. <box>1358 865 1584 1006</box>
body-paragraph: Μετὰ τὴν ἔκρηξιν τοῦ πυρὸς ἐν τῷ Χημείῳ τοῦ Πανεπιστημίου αἱ φλόγες ἐξηπλώθησαν ταχέως εἰς ὅλας τὰς αἰθούσας, αἱ δὲ πυροσβεστικαὶ ἀντλίαι μόλις κατώρθωσαν νὰ περιορίσωσι τὸ κακὸν. Τὰ ἐργαστήρια, αἱ συλλογαὶ καὶ τὰ ὄργανα κατεστράφησαν ὁλοσχερῶς, αἱ δὲ ζημίαι ὑπολογίζονται εἰς πολλὰς χιλιάδας δραχμῶν. Ὁ κόσμος συνέρρευσε κατὰ χιλιάδας εἰς τὴν ὁδὸν Σόλωνος καὶ τὰς πέριξ ὁδούς. <box>578 564 822 692</box>
section-heading: ΤΟ ΘΑΡΡΟΣ ΤΩΝ ΦΟΙΤΗΤΩΝ <box>341 1631 539 1645</box>
body-paragraph: Μετὰ τὴν ἔκρηξιν τοῦ πυρὸς ἐν τῷ Χημείῳ τοῦ Πανεπιστημίου αἱ φλόγες ἐξηπλώθησαν ταχέως εἰς ὅλας τὰς αἰθούσας, αἱ δὲ πυροσβεστικαὶ ἀντλίαι μόλις κατώρθωσαν νὰ περιορίσωσι τὸ κακὸν. Τὰ ἐργαστήρια, αἱ συλλογαὶ καὶ τὰ ὄργανα κατεστράφησαν ὁλοσχερῶς, αἱ δὲ ζημίαι ὑπολογίζονται εἰς πολλὰς χιλιάδας δραχμῶν. Ὁ κόσμος συνέρρευσε κατὰ χιλιάδας εἰς τὴν ὁδὸν Σόλωνος καὶ τὰς πέριξ ὁδούς. <box>40 1723 302 1838</box>
body-paragraph: Μετὰ τὴν ἔκρηξιν τοῦ πυρὸς ἐν τῷ Χημείῳ τοῦ Πανεπιστημίου αἱ φλόγες ἐξηπλώθησαν ταχέως εἰς ὅλας τὰς αἰθούσας, αἱ δὲ πυροσβεστικαὶ ἀντλίαι μόλις κατώρθωσαν νὰ περιορίσωσι τὸ κακὸν. Τὰ ἐργαστήρια, αἱ συλλογαὶ καὶ τὰ ὄργανα κατεστράφησαν ὁλοσχερῶς, αἱ δὲ ζημίαι ὑπολογίζονται εἰς πολλὰς χιλιάδας δραχμῶν. Ὁ κόσμος συνέρρευσε κατὰ χιλιάδας εἰς τὴν ὁδὸν Σόλωνος καὶ τὰς πέριξ ὁδούς. <box>838 1704 1082 1832</box>
impressions-title: ΚΑΘΗΜΕΡΙΝΑΙ ΕΝΤΥΠΩΣΕΙΣ <box>1378 157 1564 171</box>
body-paragraph: Μετὰ τὴν ἔκρηξιν τοῦ πυρὸς ἐν τῷ Χημείῳ τοῦ Πανεπιστημίου αἱ φλόγες ἐξηπλώθησαν ταχέως εἰς ὅλας τὰς αἰθούσας, αἱ δὲ πυροσβεστικαὶ ἀντλίαι μόλις κατώρθωσαν νὰ περιορίσωσι τὸ κακὸν. Τὰ ἐργαστήρια, αἱ συλλογαὶ καὶ τὰ ὄργανα κατεστράφησαν ὁλοσχερῶς, αἱ δὲ ζημίαι ὑπολογίζονται εἰς πολλὰς χιλιάδας δραχμῶν. Ὁ κόσμος συνέρρευσε κατὰ χιλιάδας εἰς τὴν ὁδὸν Σόλωνος καὶ τὰς πέριξ ὁδούς. <box>318 402 562 530</box>
body-paragraph: Μετὰ τὴν ἔκρηξιν τοῦ πυρὸς ἐν τῷ Χημείῳ τοῦ Πανεπιστημίου αἱ φλόγες ἐξηπλώθησαν ταχέως εἰς ὅλας τὰς αἰθούσας, αἱ δὲ πυροσβεστικαὶ ἀντλίαι μόλις κατώρθωσαν νὰ περιορίσωσι τὸ κακὸν. Τὰ ἐργαστήρια, αἱ συλλογαὶ καὶ τὰ ὄργανα κατεστράφησαν ὁλοσχερῶς, αἱ δὲ ζημίαι ὑπολογίζονται εἰς πολλὰς χιλιάδας δραχμῶν. Ὁ κόσμος συνέρρευσε κατὰ χιλιάδας εἰς τὴν ὁδὸν Σόλωνος καὶ τὰς πέριξ ὁδούς. <box>1354 1741 1584 1869</box>
banner-column-left <box>1112 1740 1342 2249</box>
column-divider <box>310 140 311 2239</box>
column-divider <box>570 140 571 2239</box>
body-paragraph: Μετὰ τὴν ἔκρηξιν τοῦ πυρὸς ἐν τῷ Χημείῳ τοῦ Πανεπιστημίου αἱ φλόγες ἐξηπλώθησαν ταχέως εἰς ὅλας τὰς αἰθούσας, αἱ δὲ πυροσβεστικαὶ ἀντλίαι μόλις κατώρθωσαν νὰ περιορίσωσι τὸ κακὸν. Τὰ ἐργαστήρια, αἱ συλλογαὶ καὶ τὰ ὄργανα κατεστράφησαν ὁλοσχερῶς, αἱ δὲ ζημίαι ὑπολογίζονται εἰς πολλὰς χιλιάδας δραχμῶν. Ὁ κόσμος συνέρρευσε κατὰ χιλιάδας εἰς τὴν ὁδὸν Σόλωνος καὶ τὰς πέριξ ὁδούς. <box>40 625 302 740</box>
column-5 <box>1098 140 1342 1579</box>
body-paragraph: Μετὰ τὴν ἔκρηξιν τοῦ πυρὸς ἐν τῷ Χημείῳ τοῦ Πανεπιστημίου αἱ φλόγες ἐξηπλώθησαν ταχέως εἰς ὅλας τὰς αἰθούσας, αἱ δὲ πυροσβεστικαὶ ἀντλίαι μόλις κατώρθωσαν νὰ περιορίσωσι τὸ κακὸν. Τὰ ἐργαστήρια, αἱ συλλογαὶ καὶ τὰ ὄργανα κατεστράφησαν ὁλοσχερῶς, αἱ δὲ ζημίαι ὑπολογίζονται εἰς πολλὰς χιλιάδας δραχμῶν. Ὁ κόσμος συνέρρευσε κατὰ χιλιάδας εἰς τὴν ὁδὸν Σόλωνος καὶ τὰς πέριξ ὁδούς. <box>1098 849 1342 977</box>
column-divider <box>1090 140 1091 2239</box>
signature-date: Ἐν Ἀθήναις τῇ 16 Αὐγούστου 1911. <box>85 1844 267 1855</box>
